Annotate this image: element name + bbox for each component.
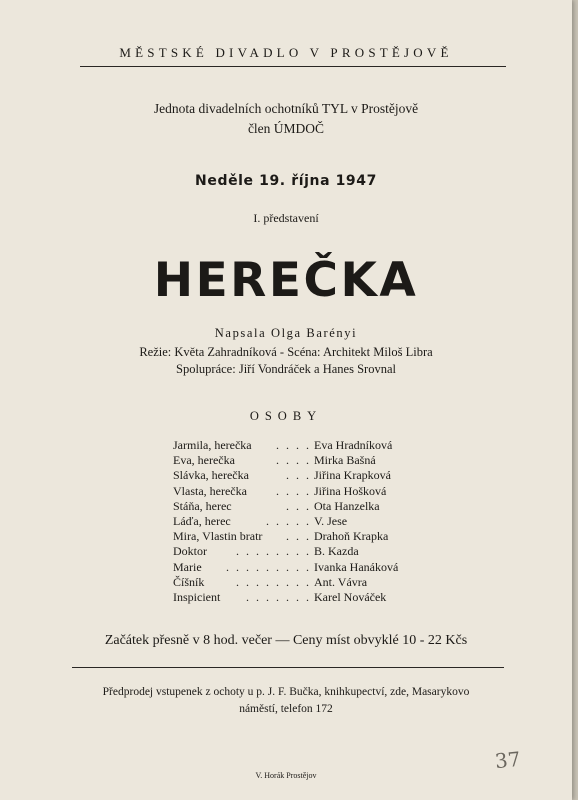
cast-role: Eva, herečka	[173, 453, 235, 468]
cast-actor: Eva Hradníková	[314, 438, 393, 452]
cooperation-credit: Spolupráce: Jiří Vondráček a Hanes Srovnal	[176, 362, 396, 376]
cast-row: . . . Stáňa, herec Ota Hanzelka	[173, 498, 380, 513]
cast-row: . . . . . Láďa, herec V. Jese	[173, 513, 348, 528]
cast-heading: OSOBY	[249, 409, 323, 423]
cast-role: Inspicient	[173, 589, 221, 604]
cast-row: . . . . Eva, herečka Mirka Bašná	[173, 453, 376, 468]
cast-role: Doktor	[173, 544, 207, 559]
author-credit: Napsala Olga Barényi	[214, 326, 358, 340]
cast-row: . . . . . . . . . Marie Ivanka Hanáková	[173, 559, 399, 574]
play-title: HEREČKA	[153, 253, 419, 308]
start-and-prices: Začátek přesně v 8 hod. večer — Ceny míst obvyklé 10 - 22 Kčs	[104, 633, 468, 648]
cast-actor: Ant. Vávra	[314, 574, 368, 589]
cast-row: . . . Mira, Vlastin bratr Drahoň Krapka	[173, 529, 389, 544]
cast-role: Stáňa, herec	[173, 498, 232, 513]
performance-number: I. představení	[253, 211, 319, 225]
organizer-line-1: Jednota divadelních ochotníků TYL v Prostějově	[153, 101, 419, 116]
cast-role: Číšník	[173, 574, 205, 589]
cast-row: . . . . Vlasta, herečka Jiřina Hošková	[173, 483, 387, 498]
presale-line-2: náměstí, telefon 172	[239, 703, 333, 715]
cast-actor: Ota Hanzelka	[314, 498, 380, 513]
handwritten-number: 37	[493, 746, 522, 774]
cast-row: . . . . Jarmila, herečka Eva Hradníková	[173, 438, 393, 452]
cast-row: . . . . . . . Inspicient Karel Nováček	[173, 589, 387, 604]
performance-date: Neděle 19. října 1947	[195, 173, 377, 189]
cast-actor: Mirka Bašná	[314, 453, 376, 468]
cast-actor: Jiřina Krapková	[314, 468, 391, 483]
cast-row: . . . . . . . . Doktor B. Kazda	[173, 544, 359, 559]
cast-actor: Jiřina Hošková	[314, 483, 387, 498]
cast-row: . . . . . . . . Číšník Ant. Vávra	[173, 574, 368, 589]
presale-line-1: Předprodej vstupenek z ochoty u p. J. F. Bučka, knihkupectví, zde, Masarykovo	[102, 686, 470, 698]
direction-credit: Režie: Květa Zahradníková - Scéna: Architekt Miloš Libra	[139, 345, 433, 359]
bottom-divider	[72, 667, 504, 668]
top-divider	[80, 66, 506, 67]
cast-role: Marie	[173, 559, 202, 574]
cast-actor: Karel Nováček	[314, 589, 387, 604]
cast-role: Jarmila, herečka	[173, 438, 252, 452]
cast-actor: B. Kazda	[314, 544, 359, 559]
cast-actor: Drahoň Krapka	[314, 529, 389, 544]
cast-actor: Ivanka Hanáková	[314, 559, 399, 574]
cast-role: Láďa, herec	[173, 513, 231, 528]
organizer-line-2: člen ÚMDOČ	[247, 121, 325, 136]
cast-role: Slávka, herečka	[173, 468, 249, 483]
cast-row: . . . Slávka, herečka Jiřina Krapková	[173, 468, 391, 483]
printer-credit: V. Horák Prostějov	[255, 771, 317, 780]
theatre-name: MĚSTSKÉ DIVADLO V PROSTĚJOVĚ	[119, 45, 453, 60]
cast-role: Vlasta, herečka	[173, 483, 247, 498]
cast-actor: V. Jese	[314, 513, 348, 528]
cast-list	[173, 438, 463, 605]
cast-role: Mira, Vlastin bratr	[173, 529, 263, 544]
